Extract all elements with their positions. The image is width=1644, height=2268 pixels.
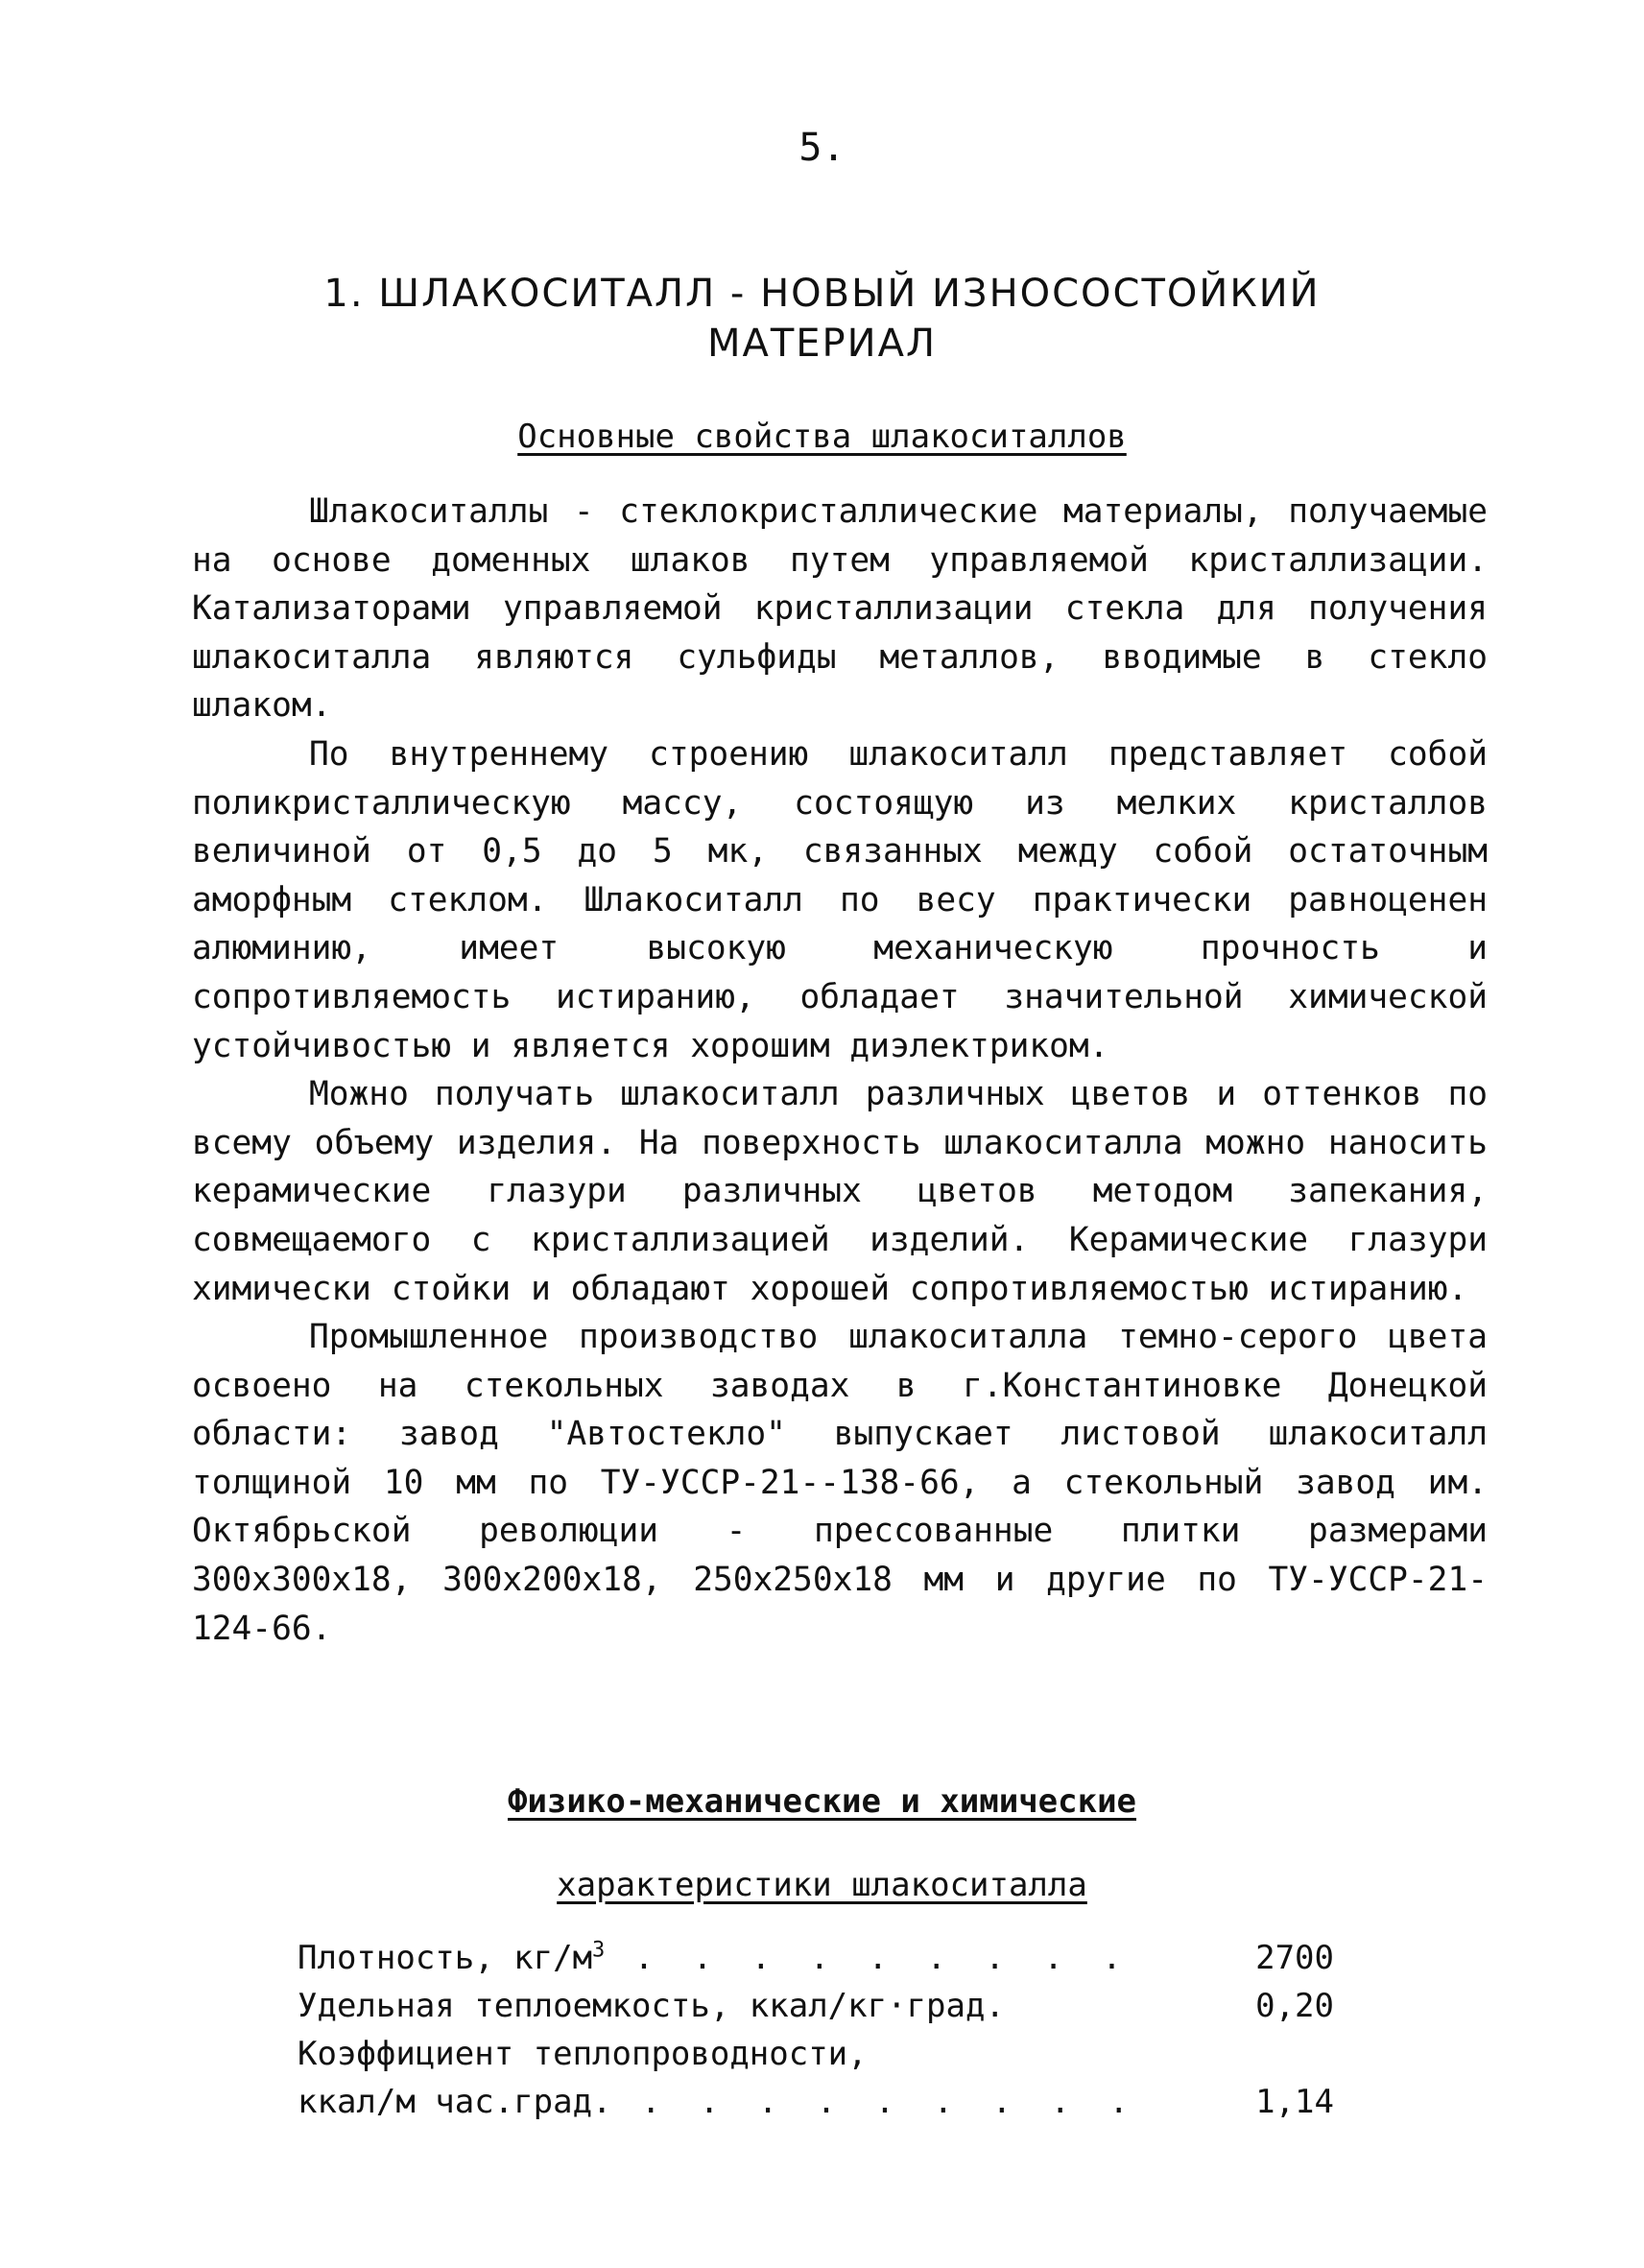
property-row-density — [298, 1934, 1334, 1982]
property-superscript: 3 — [592, 1938, 606, 1963]
properties-list — [298, 1934, 1334, 2126]
property-leader: . . . . . . . . . — [611, 2083, 1138, 2121]
property-value: 0,20 — [1255, 1987, 1334, 2025]
property-label: Коэффициент теплопроводности, — [298, 2035, 868, 2073]
chapter-title-line-1: 1. ШЛАКОСИТАЛЛ - НОВЫЙ ИЗНОСОСТОЙКИЙ — [323, 272, 1321, 316]
property-value: 1,14 — [1255, 2083, 1334, 2121]
property-value: 2700 — [1255, 1939, 1334, 1977]
property-row-conductivity-label — [298, 2030, 1334, 2078]
property-label: Плотность, кг/м — [298, 1939, 593, 1977]
section-heading-characteristics-line-2: характеристики шлакоситалла — [557, 1866, 1087, 1904]
section-heading-properties: Основные свойства шлакоситаллов — [517, 418, 1127, 456]
property-label: ккал/м час.град. — [298, 2083, 612, 2121]
property-row-heat-capacity — [298, 1982, 1334, 2030]
chapter-title-line-2: МАТЕРИАЛ — [706, 322, 938, 366]
property-row-conductivity — [298, 2078, 1334, 2126]
page-number: 5. — [798, 126, 846, 170]
paragraph-production: Промышленное производство шлакоситалла темно-серого цвета освоено на стекольных заводах в г.Константиновке Донецкой области: завод "Автостекло" выпускает листовой шлакоситалл толщиной 10 мм по ТУ-УССР-21--138-66, а стекольный завод им. Октябрьской революции - прессованные плитки размерами 300x300x18, 300x200x18, 250x250x18 мм и другие по ТУ-УССР-21-124-66. — [192, 1318, 1488, 1648]
paragraph-structure: По внутреннему строению шлакоситалл представляет собой поликристаллическую массу, состоящую из мелких кристаллов величиной от 0,5 до 5 мк, связанных между собой остаточным аморфным стеклом. Шлакоситалл по весу практически равноценен алюминию, имеет высокую механическую прочность и сопротивляемость истиранию, обладает значительной химической устойчивостью и является хорошим диэлектриком. — [192, 734, 1488, 1065]
property-label: Удельная теплоемкость, ккал/кг·град. — [298, 1987, 1005, 2025]
chapter-title — [0, 269, 1644, 369]
paragraph-colors: Можно получать шлакоситалл различных цветов и оттенков по всему объему изделия. На поверхность шлакоситалла можно наносить керамические глазури различных цветов методом запекания, совмещаемого с кристаллизацией изделий. Керамические глазури химически стойки и обладают хорошей сопротивляемостью истиранию. — [192, 1075, 1488, 1308]
body-text — [192, 488, 1488, 1653]
paragraph-definition: Шлакоситаллы - стеклокристаллические материалы, получаемые на основе доменных шлаков путем управляемой кристаллизации. Катализаторами управляемой кристаллизации стекла для получения шлакоситалла являются сульфиды металлов, вводимые в стекло шлаком. — [192, 492, 1488, 726]
property-leader: . . . . . . . . . — [605, 1939, 1132, 1977]
section-heading-characteristics-line-1: Физико-механические и химические — [507, 1782, 1137, 1821]
property-value — [1219, 2030, 1334, 2078]
